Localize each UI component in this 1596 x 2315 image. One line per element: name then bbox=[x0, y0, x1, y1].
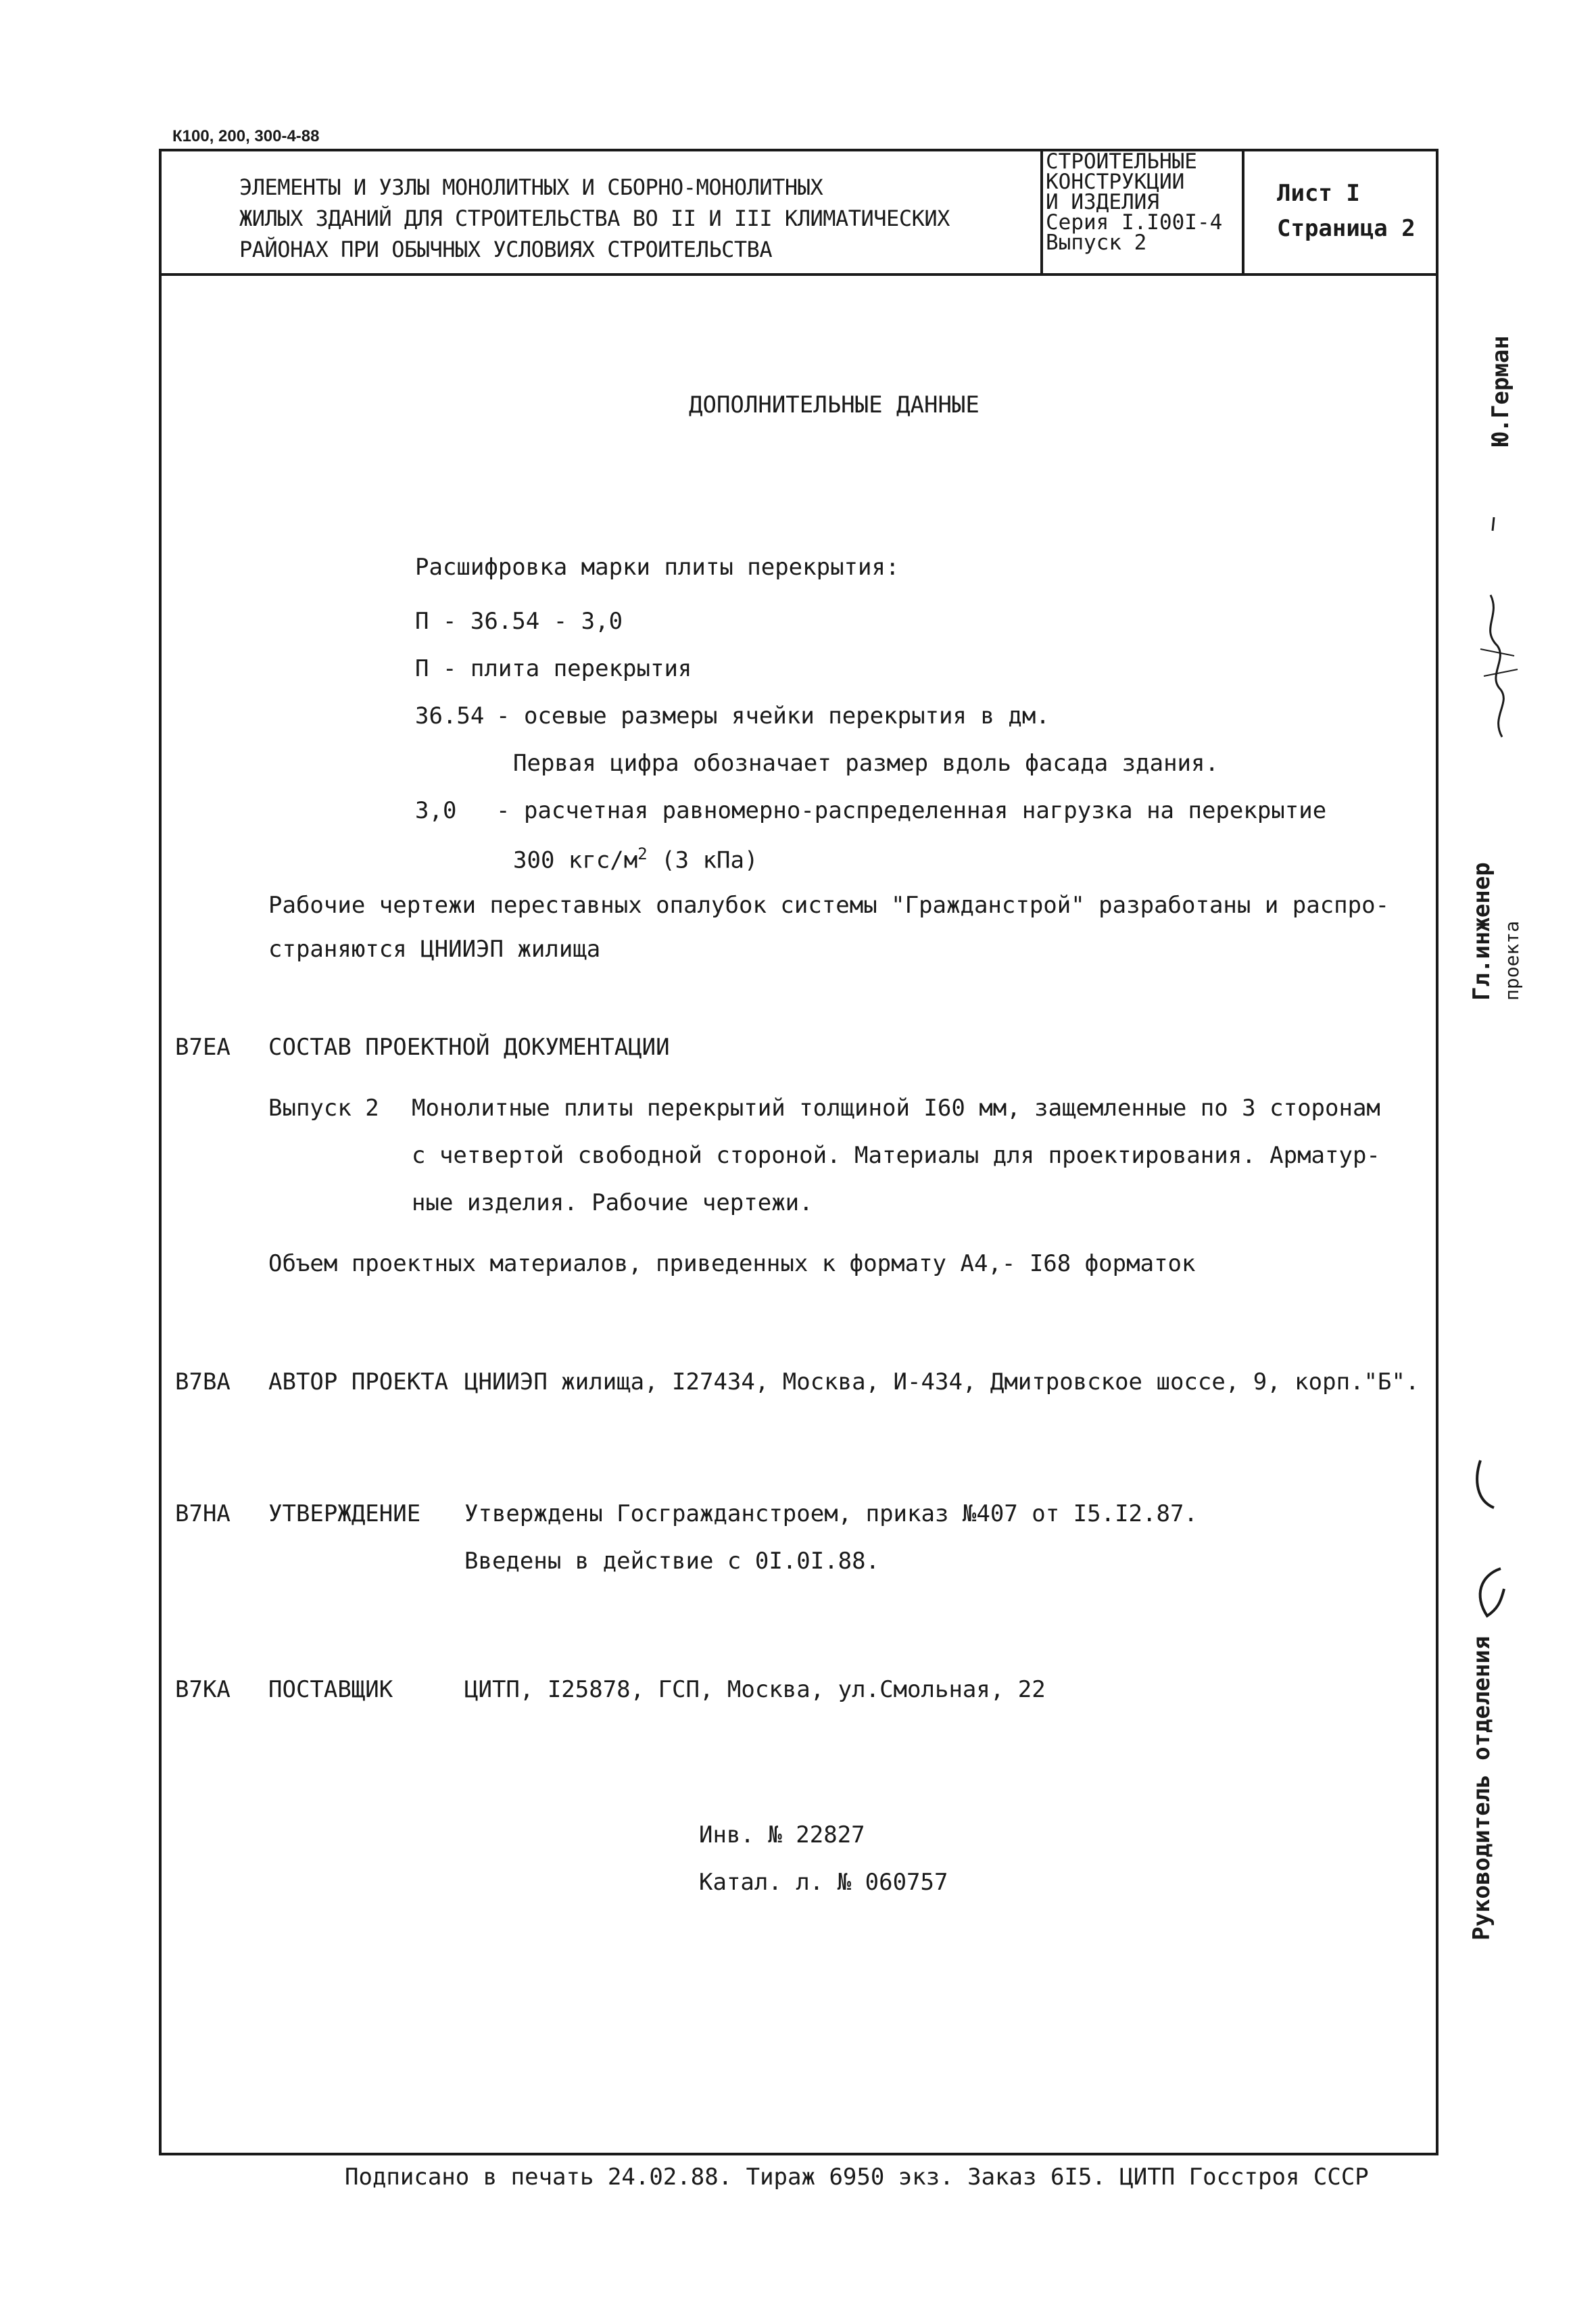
series-line: СТРОИТЕЛЬНЫЕ bbox=[1046, 149, 1197, 174]
page-title: ДОПОЛНИТЕЛЬНЫЕ ДАННЫЕ bbox=[689, 391, 980, 419]
side-role-cont: проекта bbox=[1501, 920, 1523, 1001]
section-code: В7НА bbox=[175, 1500, 231, 1527]
section-label: АВТОР ПРОЕКТА bbox=[268, 1368, 449, 1395]
approval-text: Утверждены Госгражданстроем, приказ №407 от I5.I2.87. bbox=[464, 1500, 1198, 1527]
section-code: В7ВА bbox=[175, 1368, 231, 1395]
sheet-number: Лист I bbox=[1277, 180, 1360, 207]
load-text: - расчетная равномерно-распределенная нагрузка на перекрытие bbox=[496, 797, 1327, 824]
document-frame bbox=[159, 149, 1438, 2155]
title-line: ЭЛЕМЕНТЫ И УЗЛЫ МОНОЛИТНЫХ И СБОРНО-МОНОЛИТНЫХ bbox=[239, 174, 823, 200]
issue-line: с четвертой свободной стороной. Материалы для проектирования. Арматур- bbox=[412, 1142, 1380, 1169]
section-label: ПОСТАВЩИК bbox=[268, 1676, 393, 1703]
series-block bbox=[1040, 151, 1244, 273]
approval-text-2: Введены в действие с 0I.0I.88. bbox=[464, 1548, 880, 1575]
print-info: Подписано в печать 24.02.88. Тираж 6950 экз. Заказ 6I5. ЦИТП Госстроя СССР bbox=[345, 2164, 1369, 2191]
issue-label: Выпуск 2 bbox=[268, 1095, 379, 1122]
supplier-text: ЦИТП, I25878, ГСП, Москва, ул.Смольная, 22 bbox=[464, 1676, 1046, 1703]
series-line: Серия I.I00I-4 bbox=[1046, 210, 1223, 235]
author-text: ЦНИИЭП жилища, I27434, Москва, И-434, Дмитровское шоссе, 9, корп."Б". bbox=[464, 1368, 1420, 1395]
section-label: УТВЕРЖДЕНИЕ bbox=[268, 1500, 421, 1527]
load-code: 3,0 bbox=[415, 797, 457, 824]
plate-mark-p: П - плита перекрытия bbox=[415, 655, 692, 682]
side-role: Руководитель отделения bbox=[1468, 1636, 1495, 1940]
series-line: Выпуск 2 bbox=[1046, 231, 1147, 255]
title-line: РАЙОНАХ ПРИ ОБЫЧНЫХ УСЛОВИЯХ СТРОИТЕЛЬСТВА bbox=[239, 237, 773, 262]
dim-text-2: Первая цифра обозначает размер вдоль фасада здания. bbox=[513, 750, 1219, 777]
issue-line: ные изделия. Рабочие чертежи. bbox=[412, 1189, 813, 1216]
issue-line: Монолитные плиты перекрытий толщиной I60 мм, защемленные по 3 сторонам bbox=[412, 1095, 1380, 1122]
section-label: СОСТАВ ПРОЕКТНОЙ ДОКУМЕНТАЦИИ bbox=[268, 1034, 670, 1061]
load-value-post: (3 кПа) bbox=[647, 846, 758, 874]
signature-icon bbox=[1453, 514, 1534, 744]
inventory-number: Инв. № 22827 bbox=[699, 1821, 865, 1848]
load-value-sup: 2 bbox=[637, 844, 648, 863]
title-line: ЖИЛЫХ ЗДАНИЙ ДЛЯ СТРОИТЕЛЬСТВА ВО II И III КЛИМАТИЧЕСКИХ bbox=[239, 206, 950, 231]
series-line: И ИЗДЕЛИЯ bbox=[1046, 190, 1159, 214]
dim-code: 36.54 bbox=[415, 702, 485, 730]
section-code: В7КА bbox=[175, 1676, 231, 1703]
working-line-1: Рабочие чертежи переставных опалубок системы "Гражданстрой" разработаны и распро- bbox=[268, 892, 1390, 919]
catalog-number: Катал. л. № 060757 bbox=[699, 1869, 948, 1896]
load-value-pre: 300 кгс/м bbox=[513, 846, 638, 874]
side-name: Ю.Герман bbox=[1487, 335, 1514, 446]
series-line: КОНСТРУКЦИИ bbox=[1046, 170, 1185, 194]
page-number: Страница 2 bbox=[1277, 215, 1416, 242]
title-block bbox=[162, 151, 1436, 276]
sheet-block bbox=[1277, 176, 1416, 246]
decode-heading: Расшифровка марки плиты перекрытия: bbox=[415, 554, 900, 581]
working-line-2: страняются ЦНИИЭП жилища bbox=[268, 936, 601, 963]
signature-icon bbox=[1453, 1454, 1528, 1629]
title-block-name bbox=[239, 172, 950, 265]
dim-text: - осевые размеры ячейки перекрытия в дм. bbox=[496, 702, 1050, 730]
plate-mark: П - 36.54 - 3,0 bbox=[415, 608, 623, 635]
document-code: К100, 200, 300-4-88 bbox=[172, 127, 320, 145]
side-role: Гл.инженер bbox=[1468, 862, 1495, 1001]
load-value bbox=[513, 844, 758, 874]
volume-line: Объем проектных материалов, приведенных к формату А4,- I68 форматок bbox=[268, 1250, 1196, 1277]
section-code: В7ЕА bbox=[175, 1034, 231, 1061]
